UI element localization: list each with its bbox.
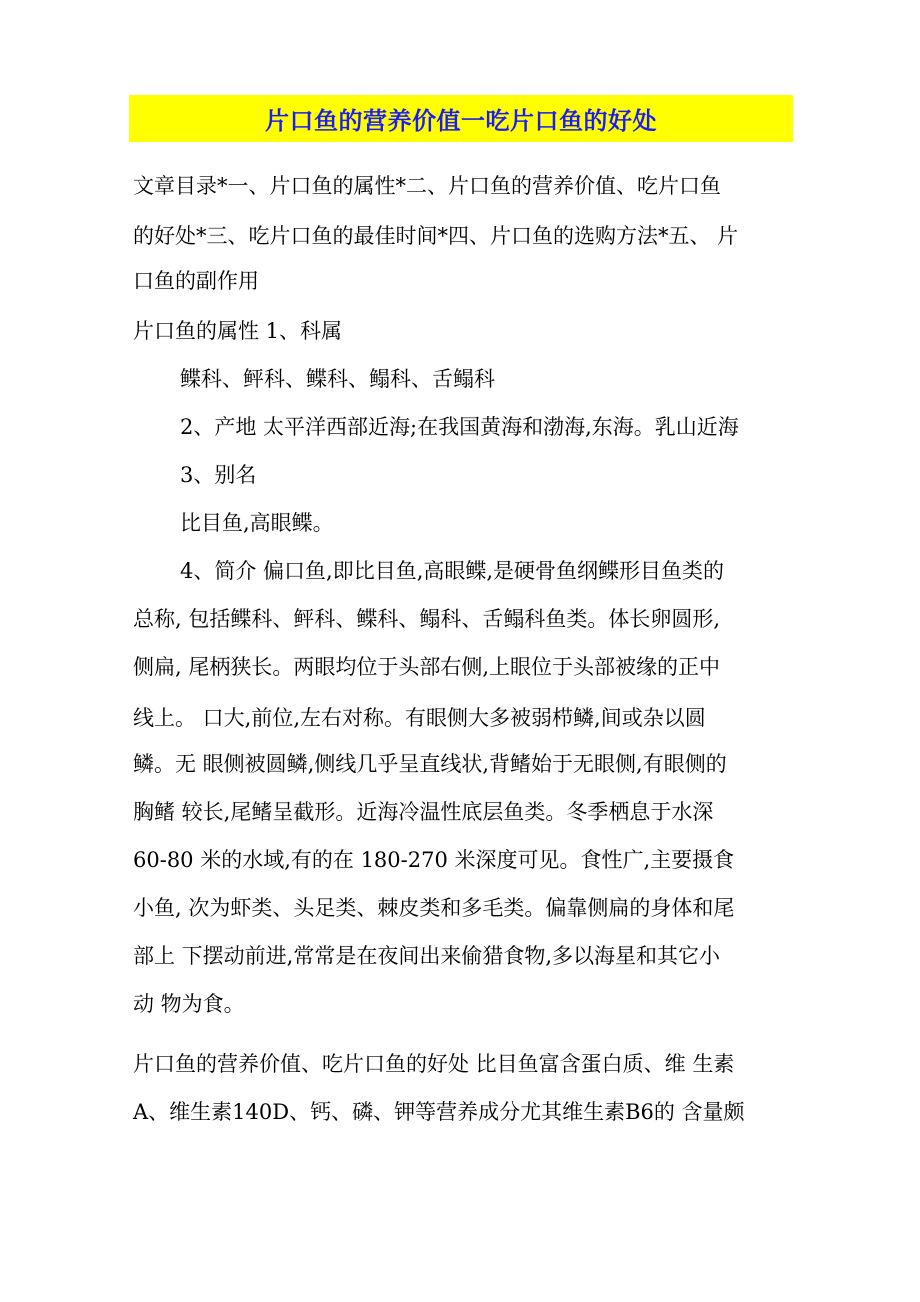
origin-text: 2、产地 太平洋西部近海;在我国黄海和渤海,东海。乳山近海 — [180, 415, 739, 439]
alias-heading: 3、别名 — [180, 463, 257, 487]
title-banner — [129, 95, 793, 142]
intro-line-9: 部上 下摆动前进,常常是在夜间出来偷猎食物,多以海星和其它小 — [133, 944, 721, 968]
nutrition-line-2: A、维生素140D、钙、磷、钾等营养成分尤其维生素B6的 含量颇 — [133, 1100, 745, 1124]
intro-line-5: 鳞。无 眼侧被圆鳞,侧线几乎呈直线状,背鳍始于无眼侧,有眼侧的 — [133, 752, 727, 776]
alias-text: 比目鱼,高眼鲽。 — [180, 511, 334, 535]
toc-line-1: 文章目录*一、片口鱼的属性*二、片口鱼的营养价值、吃片口鱼 — [133, 174, 721, 198]
toc-line-2: 的好处*三、吃片口鱼的最佳时间*四、片口鱼的选购方法*五、 片 — [133, 224, 739, 248]
intro-line-6: 胸鳍 较长,尾鳍呈截形。近海冷温性底层鱼类。冬季栖息于水深 — [133, 800, 714, 824]
document-title: 片口鱼的营养价值一吃片口鱼的好处 — [265, 107, 657, 135]
toc-line-3: 口鱼的副作用 — [133, 269, 259, 293]
intro-line-2: 总称, 包括鲽科、鲆科、鲽科、鳎科、舌鳎科鱼类。体长卵圆形, — [133, 607, 721, 631]
intro-line-8: 小鱼, 次为虾类、头足类、棘皮类和多毛类。偏靠侧扁的身体和尾 — [133, 896, 735, 920]
section-heading-attributes: 片口鱼的属性 1、科属 — [133, 319, 343, 343]
intro-line-10: 动 物为食。 — [133, 992, 245, 1016]
intro-line-4: 线上。 口大,前位,左右对称。有眼侧大多被弱栉鳞,间或杂以圆 — [133, 706, 706, 730]
nutrition-line-1: 片口鱼的营养价值、吃片口鱼的好处 比目鱼富含蛋白质、维 生素 — [133, 1052, 735, 1076]
family-text: 鲽科、鲆科、鲽科、鳎科、舌鳎科 — [180, 367, 495, 391]
intro-line-3: 侧扁, 尾柄狭长。两眼均位于头部右侧,上眼位于头部被缘的正中 — [133, 655, 721, 679]
intro-line-7: 60-80 米的水域,有的在 180-270 米深度可见。食性广,主要摄食 — [133, 848, 735, 872]
intro-line-1: 4、简介 偏口鱼,即比目鱼,高眼鲽,是硬骨鱼纲鲽形目鱼类的 — [180, 559, 725, 583]
